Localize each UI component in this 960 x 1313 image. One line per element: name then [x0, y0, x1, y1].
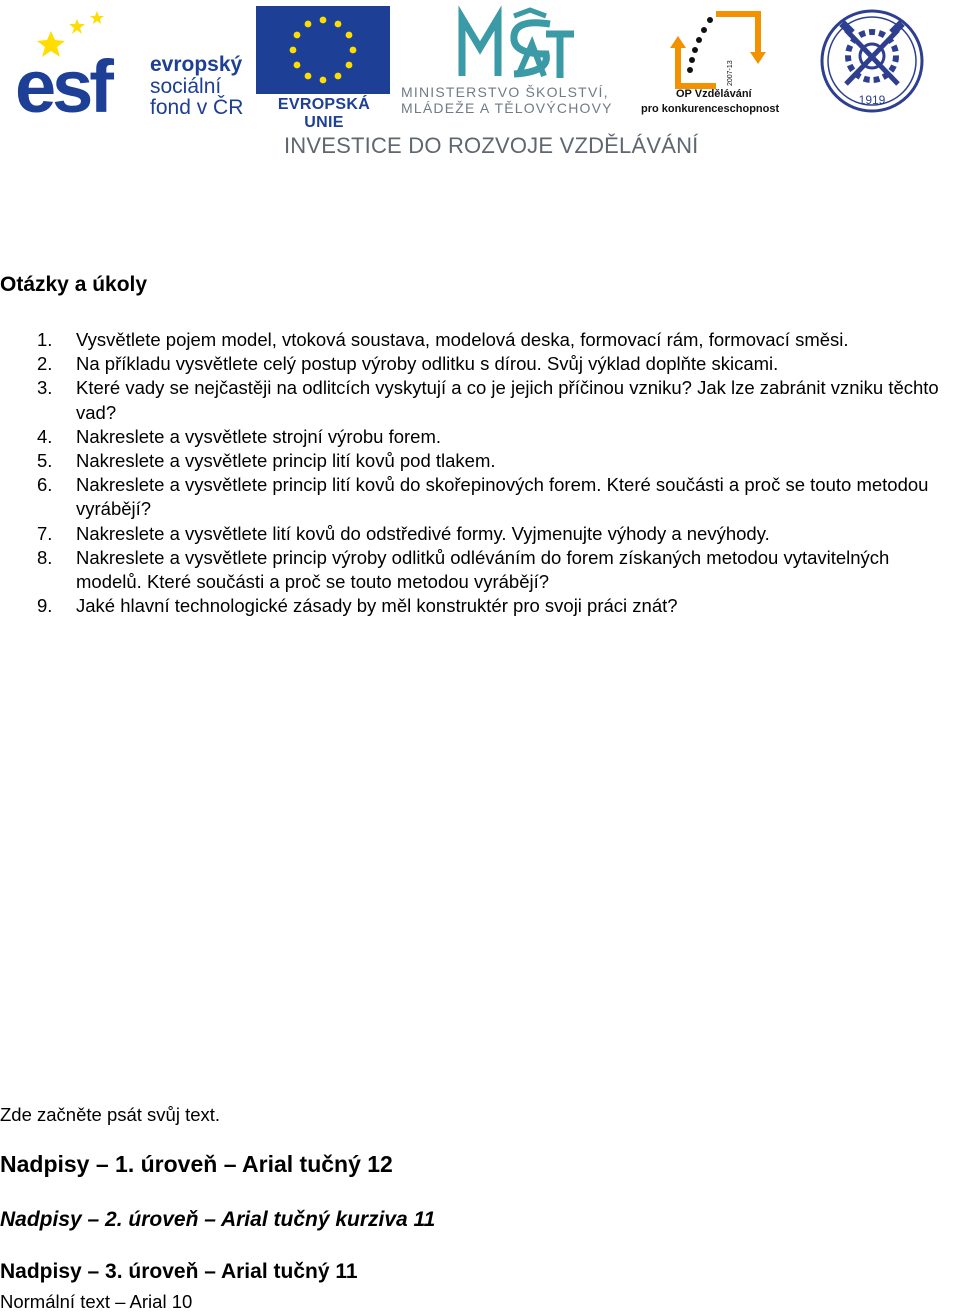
question-text: Nakreslete a vysvětlete lití kovů do odstředivé formy. Vyjmenujte výhody a nevýhody.: [76, 522, 770, 544]
question-item: [0, 594, 960, 618]
esf-line3: fond v ČR: [150, 96, 244, 119]
question-item: [0, 546, 960, 594]
questions-list: [0, 328, 960, 618]
svg-text:esf: esf: [15, 45, 110, 115]
question-text: Jaké hlavní technologické zásady by měl konstruktér pro svoji práci znát?: [76, 595, 678, 617]
question-number: 2.: [37, 353, 53, 375]
msmt-line1: MINISTERSTVO ŠKOLSTVÍ,: [401, 84, 609, 100]
op-line1: OP Vzdělávání: [676, 88, 752, 100]
question-item: [0, 473, 960, 521]
svg-text:2007-13: 2007-13: [727, 60, 734, 86]
question-item: [0, 376, 960, 424]
question-number: 5.: [37, 450, 53, 472]
msmt-line2: MLÁDEŽE A TĚLOVÝCHOVY: [401, 100, 613, 116]
question-text: Vysvětlete pojem model, vtoková soustava, modelová deska, formovací rám, formovací směsi.: [76, 329, 849, 350]
question-number: 8.: [37, 546, 53, 568]
question-number: 4.: [37, 425, 53, 447]
emblem-year: 1919: [858, 93, 886, 107]
question-text: Nakreslete a vysvětlete strojní výrobu forem.: [76, 425, 442, 447]
heading-level1-sample: Nadpisy – 1. úroveň – Arial tučný 12: [0, 1151, 393, 1177]
esf-line2: sociální: [150, 75, 222, 98]
msmt-mark-icon: [458, 4, 576, 82]
question-number: 9.: [37, 595, 53, 617]
question-item: [0, 449, 960, 473]
normal-text-sample: Normální text – Arial 10: [0, 1291, 193, 1312]
eu-flag-icon: [256, 6, 390, 94]
question-item: [0, 522, 960, 546]
heading-level2-sample: Nadpisy – 2. úroveň – Arial tučný kurziva 11: [0, 1208, 436, 1231]
question-text: Na příkladu vysvětlete celý postup výroby odlitku s dírou. Svůj výklad doplňte skicami.: [76, 353, 779, 375]
gear-emblem-icon: [818, 8, 926, 114]
question-text: Nakreslete a vysvětlete princip lití kovů pod tlakem.: [76, 450, 496, 472]
question-text: Nakreslete a vysvětlete princip výroby odlitků odléváním do forem získaných metodou vytavitelných modelů. Které součásti a proč se touto metodou vyrábějí?: [76, 546, 890, 593]
question-item: [0, 328, 960, 352]
question-item: [0, 425, 960, 449]
question-number: 6.: [37, 474, 53, 496]
op-line2: pro konkurenceschopnost: [641, 103, 780, 115]
question-number: 7.: [37, 522, 53, 544]
question-number: 3.: [37, 377, 53, 399]
question-number: 1.: [37, 329, 53, 350]
question-text: Které vady se nejčastěji na odlitcích vyskytují a co je jejich příčinou vzniku? Jak lze zabránit vzniku těchto vad?: [76, 377, 939, 423]
start-text: Zde začněte psát svůj text.: [0, 1104, 221, 1125]
op-mark-icon: [670, 8, 766, 92]
eu-label: EVROPSKÁ UNIE: [277, 96, 371, 131]
heading-level3-sample: Nadpisy – 3. úroveň – Arial tučný 11: [0, 1260, 358, 1283]
section-heading: Otázky a úkoly: [0, 273, 148, 296]
esf-line1: evropský: [150, 53, 243, 76]
investice-title: INVESTICE DO ROZVOJE VZDĚLÁVÁNÍ: [284, 133, 699, 158]
question-item: [0, 352, 960, 376]
esf-mark-icon: [15, 5, 150, 115]
question-text: Nakreslete a vysvětlete princip lití kovů do skořepinových forem. Které součásti a proč se touto metodou vyrábějí?: [76, 474, 929, 520]
